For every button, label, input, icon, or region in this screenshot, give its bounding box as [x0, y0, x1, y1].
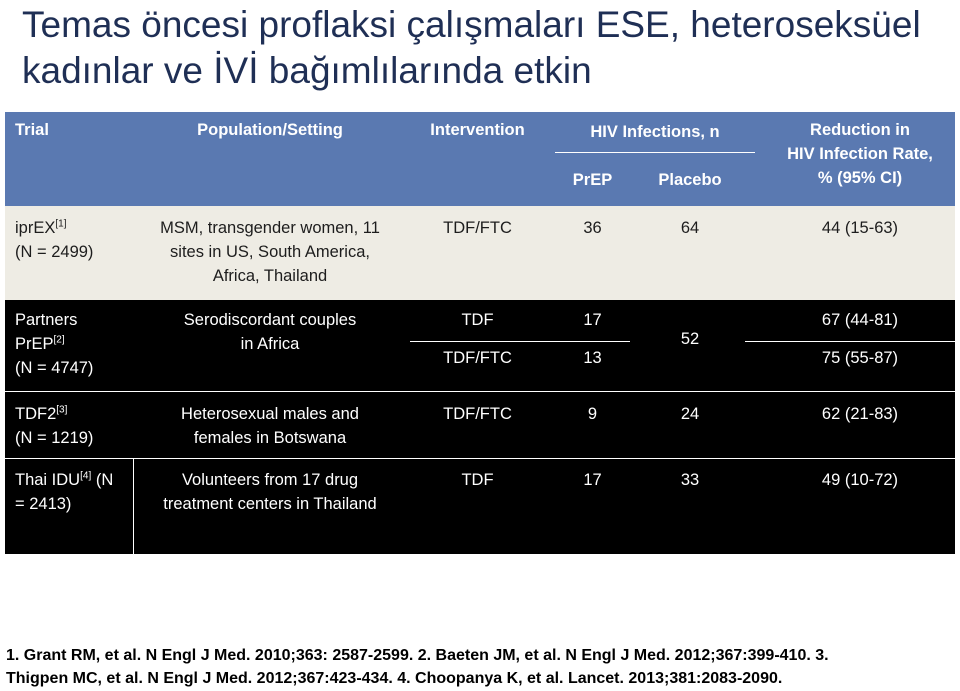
trial-name: PrEP: [15, 335, 54, 353]
trial-ref: [3]: [56, 404, 68, 416]
subrow-divider: [745, 341, 955, 342]
trial-cell: [15, 308, 135, 380]
table-row: [5, 206, 955, 300]
prep-cell: 36: [583, 219, 602, 237]
intervention-cell: TDF: [461, 471, 494, 489]
reduction-cell: 49 (10-72): [821, 471, 899, 489]
trial-cell: [15, 216, 135, 264]
table-header: [5, 112, 955, 206]
reduction-cell: 75 (55-87): [821, 349, 899, 367]
header-reduction-line2: HIV Infection Rate,: [787, 145, 933, 163]
header-prep: PrEP: [572, 171, 613, 189]
header-reduction: [765, 118, 955, 190]
trial-ref: [1]: [55, 218, 67, 230]
prep-cell: 9: [587, 405, 598, 423]
column-divider: [133, 458, 134, 554]
intervention-cell: TDF/FTC: [443, 219, 512, 237]
trials-table: [5, 112, 955, 554]
trial-name: Thai IDU: [15, 471, 81, 489]
trial-name: iprEX: [15, 219, 56, 237]
trial-cell: [15, 468, 135, 516]
intervention-cell: TDF/FTC: [443, 405, 512, 423]
prep-cell: 17: [583, 311, 602, 329]
trial-ref: [2]: [53, 334, 65, 346]
reduction-cell: 44 (15-63): [821, 219, 899, 237]
reduction-cell: 67 (44-81): [821, 311, 899, 329]
population-line: sites in US, South America,: [170, 243, 370, 261]
reference-line: 1. Grant RM, et al. N Engl J Med. 2010;363: 2587-2599. 2. Baeten JM, et al. N Engl J Med. 2012;367:399-410. 3.: [6, 647, 829, 664]
header-intervention: Intervention: [430, 121, 525, 139]
population-line: Africa, Thailand: [212, 267, 328, 285]
row-divider: [5, 391, 955, 392]
population-cell: [140, 468, 400, 516]
trial-n: (N = 4747): [15, 359, 94, 377]
trial-name: TDF2: [15, 405, 57, 423]
population-line: treatment centers in Thailand: [163, 495, 377, 513]
header-trial: Trial: [15, 121, 49, 139]
population-line: in Africa: [240, 335, 300, 353]
trial-line1: Partners: [15, 311, 78, 329]
trial-ref: [4]: [80, 470, 92, 482]
placebo-cell: 24: [680, 405, 700, 423]
header-placebo: Placebo: [658, 171, 722, 189]
intervention-cell: TDF/FTC: [443, 349, 512, 367]
trial-n: = 2413): [15, 495, 72, 513]
trial-n: (N = 1219): [15, 429, 94, 447]
placebo-cell: 52: [680, 330, 700, 348]
trial-n: (N = 2499): [15, 243, 94, 261]
prep-cell: 13: [583, 349, 602, 367]
reference-line: Thigpen MC, et al. N Engl J Med. 2012;367:423-434. 4. Choopanya K, et al. Lancet. 2013;381:2083-2090.: [6, 670, 783, 687]
subrow-divider: [410, 341, 630, 342]
placebo-cell: 33: [680, 471, 700, 489]
row-divider: [5, 458, 955, 459]
trial-n-prefix: (N: [95, 471, 114, 489]
header-reduction-line1: Reduction in: [810, 121, 910, 139]
slide-title: Temas öncesi proflaksi çalışmaları ESE, heteroseksüel kadınlar ve İVİ bağımlılarında etkin: [22, 4, 921, 91]
population-line: Heterosexual males and: [181, 405, 359, 423]
header-subdivider: [555, 152, 755, 153]
header-reduction-line3: % (95% CI): [817, 169, 903, 187]
placebo-cell: 64: [680, 219, 700, 237]
population-cell: [140, 308, 400, 356]
references: [6, 644, 956, 690]
intervention-cell: TDF: [461, 311, 494, 329]
population-line: MSM, transgender women, 11: [160, 219, 380, 237]
population-cell: [140, 216, 400, 288]
reduction-cell: 62 (21-83): [821, 405, 899, 423]
population-line: females in Botswana: [193, 429, 347, 447]
population-cell: [140, 402, 400, 450]
dark-rows-block: [5, 300, 955, 554]
prep-cell: 17: [583, 471, 602, 489]
population-line: Volunteers from 17 drug: [181, 471, 359, 489]
header-population: Population/Setting: [197, 121, 343, 139]
population-line: Serodiscordant couples: [183, 311, 357, 329]
header-hiv-infections: HIV Infections, n: [590, 123, 720, 141]
trial-cell: [15, 402, 135, 450]
